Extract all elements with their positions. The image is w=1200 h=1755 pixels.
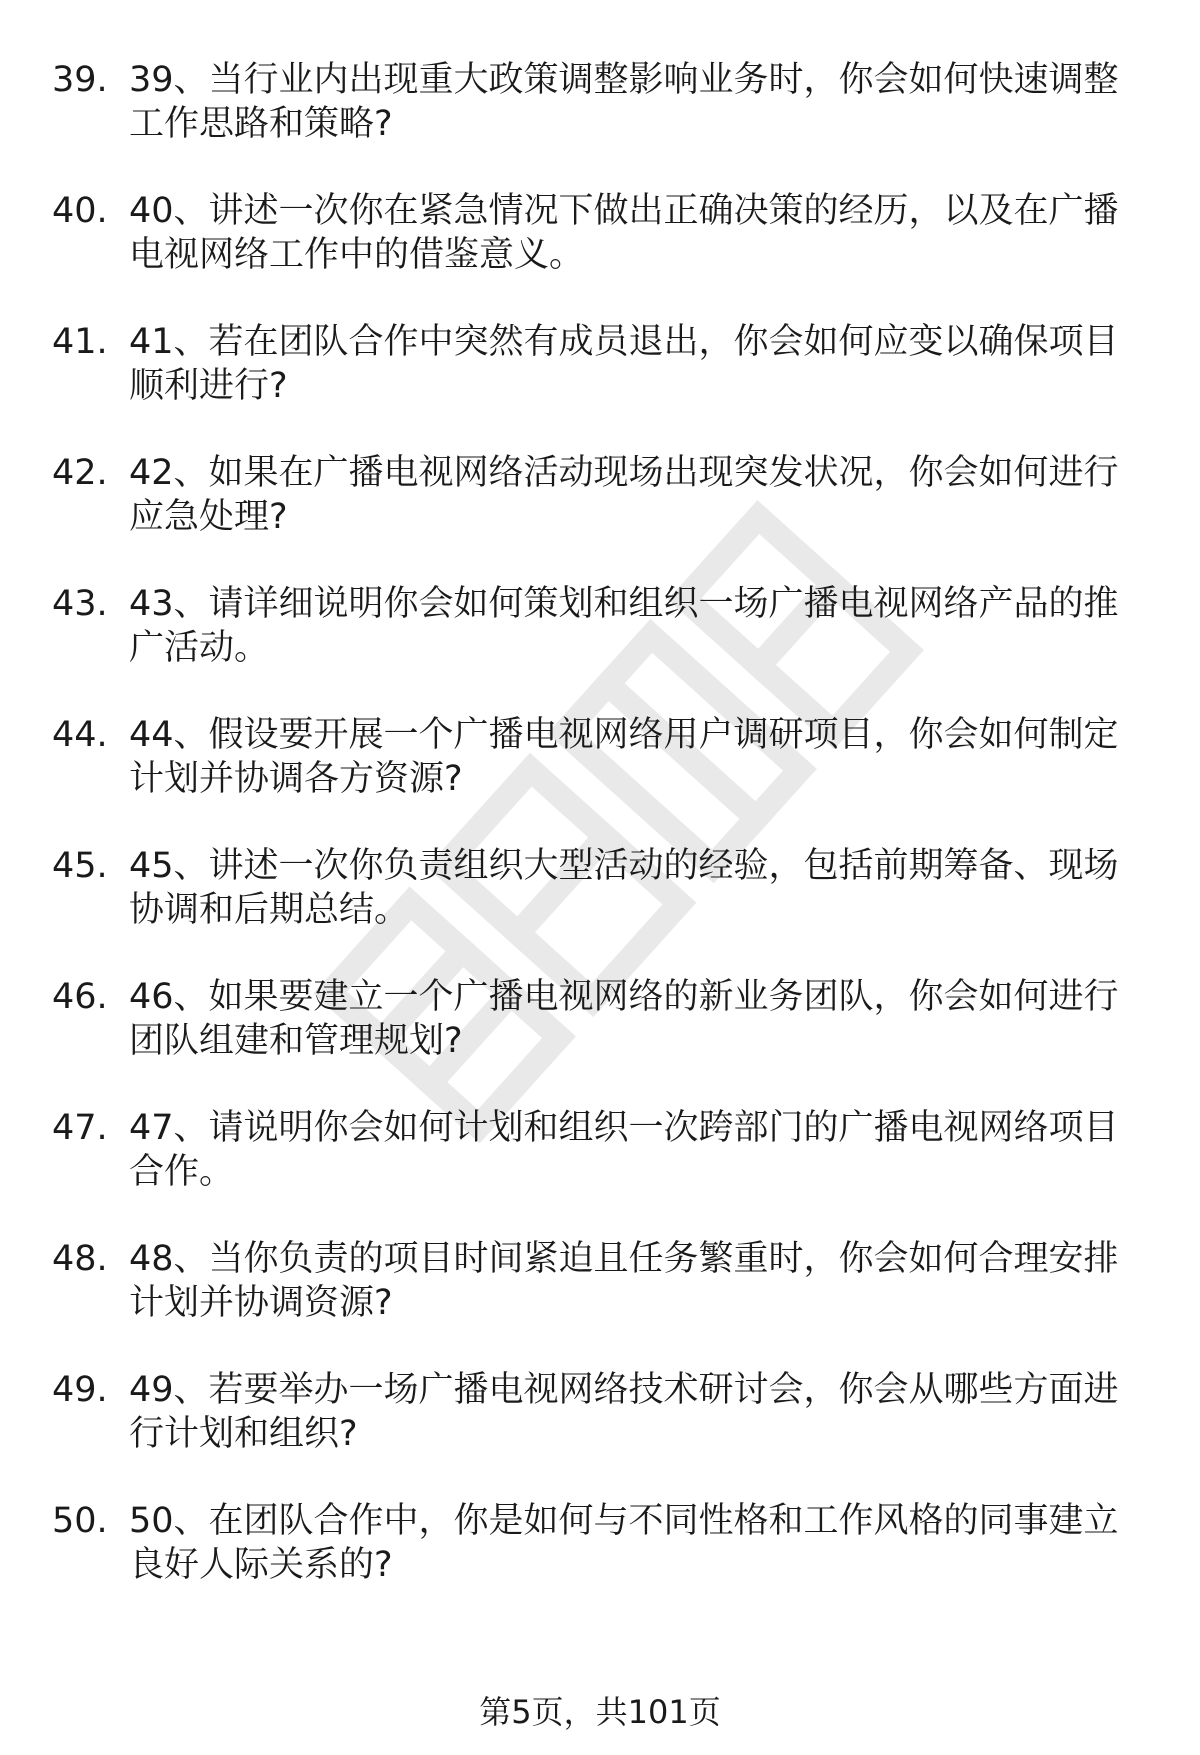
question-number: 42. [52,453,108,493]
question-item [0,713,1200,844]
question-text: 43、请详细说明你会如何策划和组织一场广播电视网络产品的推广活动。 [129,584,1119,668]
question-number: 46. [52,977,108,1017]
question-item [0,451,1200,582]
question-item [0,1106,1200,1237]
question-number: 49. [52,1370,108,1410]
question-text: 46、如果要建立一个广播电视网络的新业务团队，你会如何进行团队组建和管理规划? [129,977,1119,1061]
question-number: 39. [52,60,108,100]
question-text: 40、讲述一次你在紧急情况下做出正确决策的经历，以及在广播电视网络工作中的借鉴意义。 [129,191,1119,275]
question-item [0,1237,1200,1368]
question-number: 44. [52,715,108,755]
question-text: 44、假设要开展一个广播电视网络用户调研项目，你会如何制定计划并协调各方资源? [129,715,1119,799]
question-text: 39、当行业内出现重大政策调整影响业务时，你会如何快速调整工作思路和策略? [129,60,1119,144]
question-number: 47. [52,1108,108,1148]
question-text: 48、当你负责的项目时间紧迫且任务繁重时，你会如何合理安排计划并协调资源? [129,1239,1119,1323]
question-text: 50、在团队合作中，你是如何与不同性格和工作风格的同事建立良好人际关系的? [129,1501,1119,1585]
question-text: 41、若在团队合作中突然有成员退出，你会如何应变以确保项目顺利进行? [129,322,1119,406]
question-item [0,582,1200,713]
question-item [0,1368,1200,1499]
question-text: 49、若要举办一场广播电视网络技术研讨会，你会从哪些方面进行计划和组织? [129,1370,1119,1454]
question-list [0,58,1200,1630]
question-number: 45. [52,846,108,886]
question-text: 47、请说明你会如何计划和组织一次跨部门的广播电视网络项目合作。 [129,1108,1119,1192]
question-number: 43. [52,584,108,624]
question-number: 48. [52,1239,108,1279]
page-number-footer: 第5页，共101页 [479,1693,721,1731]
question-item [0,844,1200,975]
question-number: 41. [52,322,108,362]
question-text: 42、如果在广播电视网络活动现场出现突发状况，你会如何进行应急处理? [129,453,1119,537]
question-item [0,189,1200,320]
question-number: 50. [52,1501,108,1541]
question-item [0,320,1200,451]
question-item [0,975,1200,1106]
question-text: 45、讲述一次你负责组织大型活动的经验，包括前期筹备、现场协调和后期总结。 [129,846,1119,930]
question-item [0,58,1200,189]
question-item [0,1499,1200,1630]
question-number: 40. [52,191,108,231]
